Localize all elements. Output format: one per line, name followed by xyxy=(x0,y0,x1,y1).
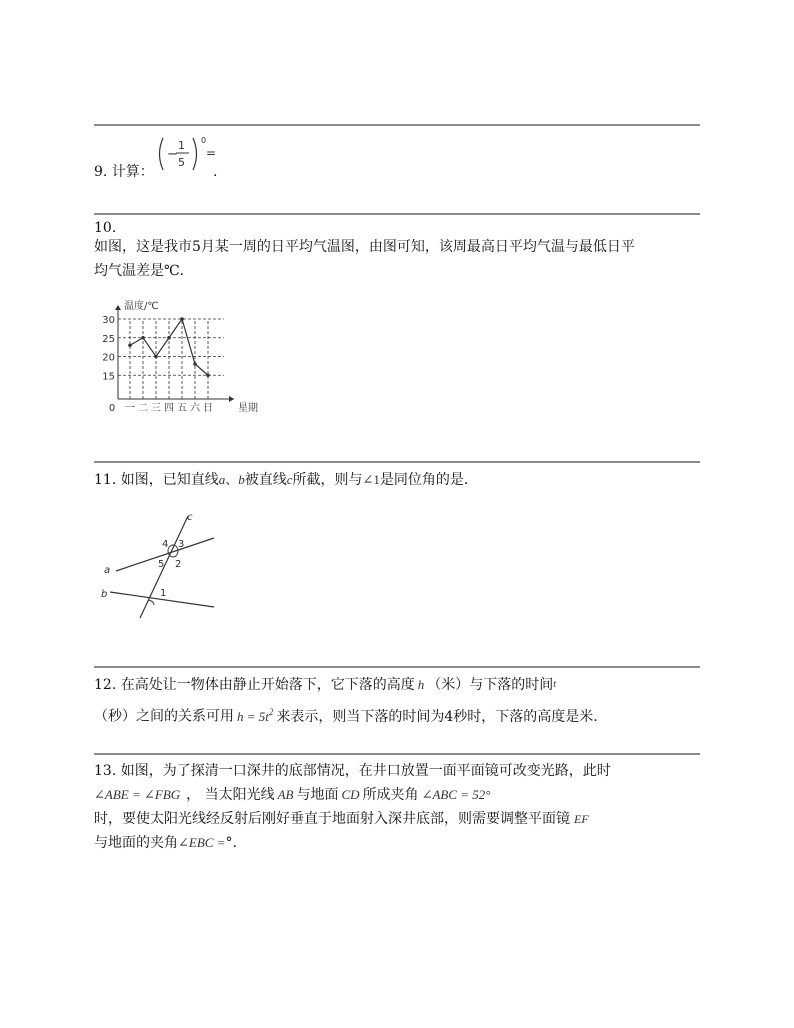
q13-line3 xyxy=(94,810,589,828)
q13-part4: 所成夹角 xyxy=(362,787,419,803)
q11-sep: 、 xyxy=(225,472,239,487)
q11-part2: 被直线 xyxy=(244,472,287,488)
divider-q13 xyxy=(94,753,700,755)
q9-equals: = xyxy=(206,146,217,160)
temperature-point xyxy=(206,373,210,377)
y-tick-label: 30 xyxy=(102,315,115,326)
q10-text-line2: 均气温差是℃. xyxy=(94,263,185,279)
q9-period: . xyxy=(213,164,218,180)
fig11-num-5: 5 xyxy=(158,559,165,570)
x-tick-label: 三 xyxy=(151,403,161,414)
q13-line1: 13. 如图，为了探清一口深井的底部情况，在井口放置一面平面镜可改变光路，此时 xyxy=(94,763,611,779)
q11-var-c: c xyxy=(286,472,293,487)
q10-text-line1: 如图，这是我市5月某一周的日平均气温图，由图可知，该周最高日平均气温与最低日平 xyxy=(94,239,635,255)
q12-var-h: h xyxy=(417,677,425,692)
q12-formula-exp: 2 xyxy=(268,707,274,717)
q13-part5: 时，要使太阳光线经反射后刚好垂直于地面射入深井底部，则需要调整平面镜 xyxy=(94,811,570,827)
q13-part6: 与地面的夹角 xyxy=(94,835,178,851)
y-tick-label: 25 xyxy=(102,333,115,345)
q12-part4: 来表示，则当下落的时间为4秒时，下落的高度是米. xyxy=(276,708,598,725)
q12-part3: （秒）之间的关系可用 xyxy=(94,708,234,725)
x-tick-label: 六 xyxy=(190,403,200,414)
q12-line2 xyxy=(94,703,598,726)
q13-cd: CD xyxy=(341,787,360,802)
divider-q12 xyxy=(94,666,700,668)
temperature-point xyxy=(154,355,158,359)
q11-angle: ∠1 xyxy=(362,472,380,487)
q9-minus: − xyxy=(167,147,178,162)
q11-var-a: a xyxy=(218,472,226,487)
q13-eq1: ∠ABE = ∠FBG xyxy=(94,787,181,802)
q11-part1: 11. 如图，已知直线 xyxy=(94,472,219,488)
q13-eq3: ∠EBC = xyxy=(178,835,226,850)
fig11-label-a: a xyxy=(104,565,111,576)
q11-var-b: b xyxy=(238,472,245,487)
q13-part3: 与地面 xyxy=(296,787,339,803)
divider-q10 xyxy=(94,213,700,215)
fig11-label-b: b xyxy=(101,589,108,600)
temperature-chart xyxy=(94,294,274,419)
q12-formula: h = 5t xyxy=(237,708,269,724)
temperature-point xyxy=(180,317,184,321)
q11-text xyxy=(94,471,468,489)
q12-part1: 12. 在高处让一物体由静止开始落下，它下落的高度 xyxy=(94,677,415,693)
divider-q9 xyxy=(94,124,700,126)
q13-line2 xyxy=(94,786,490,804)
q9-exponent: 0 xyxy=(201,136,207,145)
q12-part2: （米）与下落的时间 xyxy=(427,677,554,693)
temperature-point xyxy=(128,343,132,347)
q13-part2: ， 当太阳光线 xyxy=(186,787,275,803)
q13-part7: °. xyxy=(225,835,237,851)
fig11-num-4: 4 xyxy=(162,539,169,550)
y-tick-label: 15 xyxy=(102,371,115,383)
q13-eq2: ∠ABC = 52° xyxy=(421,787,491,802)
x-axis-arrow xyxy=(229,396,234,402)
q13-ab: AB xyxy=(277,787,294,802)
y-tick-label: 20 xyxy=(102,352,115,364)
y-axis-arrow xyxy=(115,305,121,310)
q11-figure xyxy=(96,508,226,628)
fig11-num-2: 2 xyxy=(175,559,182,570)
x-tick-label: 二 xyxy=(138,403,148,414)
x-tick-label: 日 xyxy=(203,403,213,414)
fig11-num-1: 1 xyxy=(160,588,167,599)
q11-part4: 是同位角的是. xyxy=(379,472,469,488)
origin-label: 0 xyxy=(108,403,116,414)
q12-line1 xyxy=(94,676,556,694)
q9-label: 9. 计算： xyxy=(94,164,154,180)
divider-q11 xyxy=(94,461,700,463)
q13-line4 xyxy=(94,834,237,852)
temperature-point xyxy=(141,336,145,340)
q12-var-t: t xyxy=(553,679,556,690)
temperature-point xyxy=(193,362,197,366)
x-tick-label: 五 xyxy=(177,403,187,414)
x-axis-label: 星期 xyxy=(238,403,258,414)
temperature-point xyxy=(167,336,171,340)
q11-part3: 所截，则与 xyxy=(292,472,363,488)
fig11-label-c: c xyxy=(187,512,193,523)
x-tick-label: 四 xyxy=(164,403,174,414)
y-axis-label: 温度/℃ xyxy=(124,301,159,312)
q9-denominator: 5 xyxy=(178,156,185,169)
q9-numerator: 1 xyxy=(178,139,185,152)
q13-ef: EF xyxy=(574,812,589,826)
fig11-num-3: 3 xyxy=(178,539,185,550)
x-tick-label: 一 xyxy=(125,403,135,414)
q10-number: 10. xyxy=(94,220,117,236)
